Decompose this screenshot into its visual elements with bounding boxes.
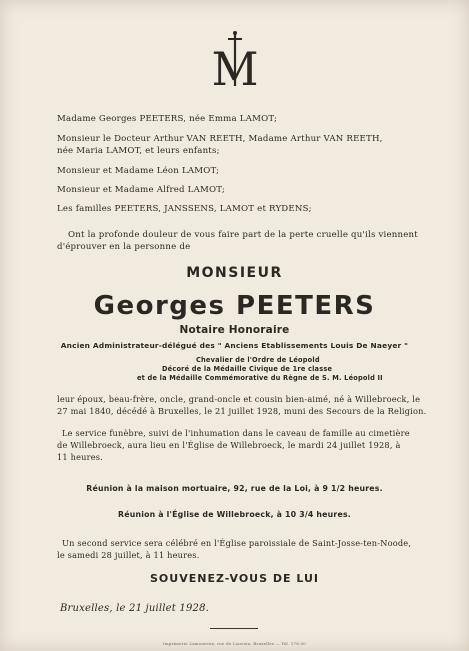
reunion-line-2: Réunion à l'Église de Willebroeck, à 10 3/4 heures.	[118, 510, 351, 519]
bio-line-2: 27 mai 1840, décédé à Bruxelles, le 21 juillet 1928, muni des Secours de la Religion.	[57, 406, 427, 416]
printer-imprint: Imprimerie Lamoureux, rue de Louvain, Bruxelles — Tél. 178.00	[163, 641, 306, 646]
honor-line-3: et de la Médaille Commémorative du Règne de S. M. Léopold II	[137, 374, 383, 382]
bio-line-1: leur époux, beau-frère, oncle, grand-oncle et cousin bien-aimé, né à Willebroeck, le	[57, 394, 421, 404]
family-line-1: Madame Georges PEETERS, née Emma LAMOT;	[57, 114, 278, 124]
svg-text:M: M	[210, 42, 259, 90]
burial-line-1: Le service funèbre, suivi de l'inhumation dans le caveau de famille au cimetière	[62, 428, 410, 438]
family-line-4: Monsieur et Madame Léon LAMOT;	[57, 166, 220, 176]
reunion-line-1: Réunion à la maison mortuaire, 92, rue de la Loi, à 9 1/2 heures.	[86, 484, 383, 493]
dateline: Bruxelles, le 21 juillet 1928.	[60, 603, 210, 614]
family-line-2: Monsieur le Docteur Arthur VAN REETH, Madame Arthur VAN REETH,	[57, 134, 383, 144]
remember-line: SOUVENEZ-VOUS DE LUI	[150, 572, 319, 585]
intro-line-1: Ont la profonde douleur de vous faire part de la perte cruelle qu'ils viennent	[68, 230, 418, 240]
burial-line-3: 11 heures.	[57, 452, 103, 462]
honor-line-2: Décoré de la Médaille Civique de 1re classe	[162, 365, 333, 373]
family-line-3: née Maria LAMOT, et leurs enfants;	[57, 146, 220, 156]
deceased-name: Georges PEETERS	[93, 291, 376, 321]
honor-line-1: Chevalier de l'Ordre de Léopold	[196, 356, 320, 364]
intro-line-2: d'éprouver en la personne de	[57, 242, 191, 252]
deceased-title: Notaire Honoraire	[179, 324, 290, 336]
second-service-line-1: Un second service sera célébré en l'Église paroissiale de Saint-Josse-ten-Noode,	[62, 538, 412, 548]
family-line-6: Les familles PEETERS, JANSSENS, LAMOT et RYDENS;	[57, 204, 312, 214]
deceased-office: Ancien Administrateur-délégué des " Anciens Etablissements Louis De Naeyer "	[60, 341, 409, 350]
monogram-logo	[0, 30, 469, 94]
second-service-line-2: le samedi 28 juillet, à 11 heures.	[57, 550, 200, 560]
burial-line-2: de Willebroeck, aura lieu en l'Église de Willebroeck, le mardi 24 juillet 1928, à	[57, 440, 401, 450]
divider	[210, 628, 258, 629]
family-line-5: Monsieur et Madame Alfred LAMOT;	[57, 185, 225, 195]
honorific: MONSIEUR	[186, 265, 283, 281]
cross-monogram-icon	[200, 30, 270, 90]
